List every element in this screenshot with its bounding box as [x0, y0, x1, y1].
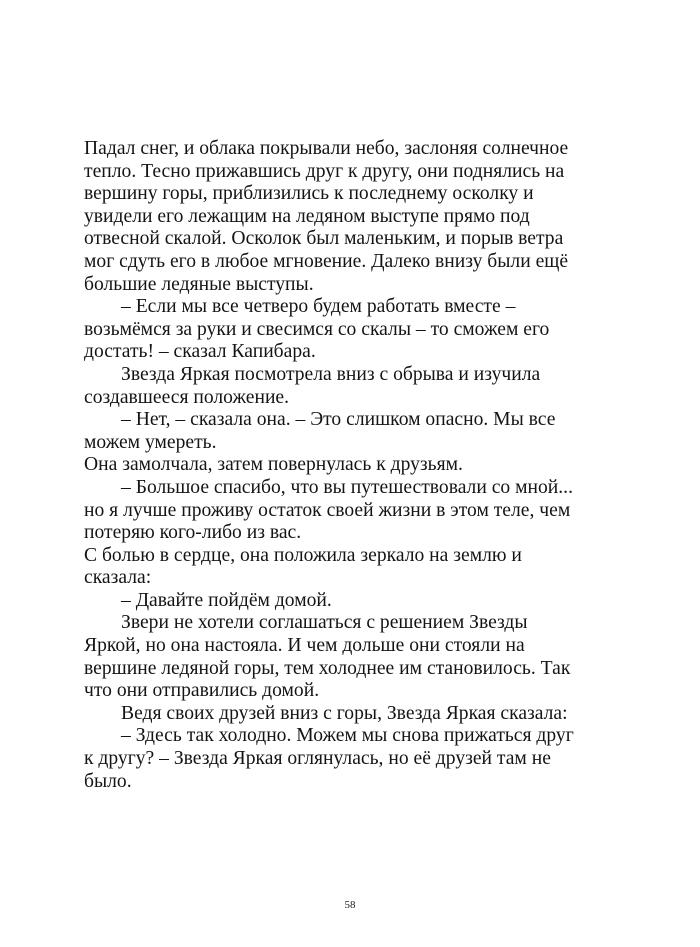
text-line: отвесной скалой. Осколок был маленьким, и порыв ветра	[84, 228, 564, 250]
text-line: возьмёмся за руки и свесимся со скалы – то сможем его	[84, 318, 550, 340]
text-line: тепло. Тесно прижавшись друг к другу, они поднялись на	[84, 160, 565, 182]
text-line: было.	[84, 770, 132, 792]
story-text	[84, 138, 614, 793]
text-line: создавшееся положение.	[84, 386, 290, 408]
text-line: большие ледяные выступы.	[84, 273, 314, 295]
text-line: к другу? – Звезда Яркая оглянулась, но её друзей там не	[84, 748, 551, 770]
text-line: можем умереть.	[84, 431, 217, 453]
text-line: Падал снег, и облака покрывали небо, заслоняя солнечное	[84, 138, 569, 159]
text-line: Яркой, но она настояла. И чем дольше они стояли на	[84, 635, 525, 657]
text-line: – Если мы все четверо будем работать вместе –	[121, 296, 516, 318]
text-line: мог сдуть его в любое мгновение. Далеко внизу были ещё	[84, 250, 569, 272]
text-line: Звери не хотели соглашаться с решением Звезды	[121, 612, 528, 634]
text-line: что они отправились домой.	[84, 680, 320, 702]
text-line: – Давайте пойдём домой.	[121, 589, 332, 611]
text-line: вершину горы, приблизились к последнему осколку и	[84, 183, 534, 205]
text-line: вершине ледяной горы, тем холоднее им становилось. Так	[84, 657, 571, 679]
text-line: достать! – сказал Капибара.	[84, 341, 316, 363]
text-line: С болью в сердце, она положила зеркало на землю и	[84, 544, 522, 566]
page-number: 58	[344, 899, 356, 911]
text-line: – Нет, – сказала она. – Это слишком опасно. Мы все	[121, 409, 556, 431]
text-line: – Здесь так холодно. Можем мы снова прижаться друг	[121, 725, 574, 747]
text-line: Ведя своих друзей вниз с горы, Звезда Яркая сказала:	[121, 702, 568, 724]
text-line: – Большое спасибо, что вы путешествовали со мной...	[121, 476, 573, 498]
text-line: Она замолчала, затем повернулась к друзьям.	[84, 454, 463, 476]
text-line: потеряю кого-либо из вас.	[84, 522, 302, 544]
text-line: но я лучше проживу остаток своей жизни в этом теле, чем	[84, 499, 571, 521]
text-line: увидели его лежащим на ледяном выступе прямо под	[84, 205, 530, 227]
text-line: сказала:	[84, 567, 152, 589]
text-line: Звезда Яркая посмотрела вниз с обрыва и изучила	[121, 363, 541, 385]
